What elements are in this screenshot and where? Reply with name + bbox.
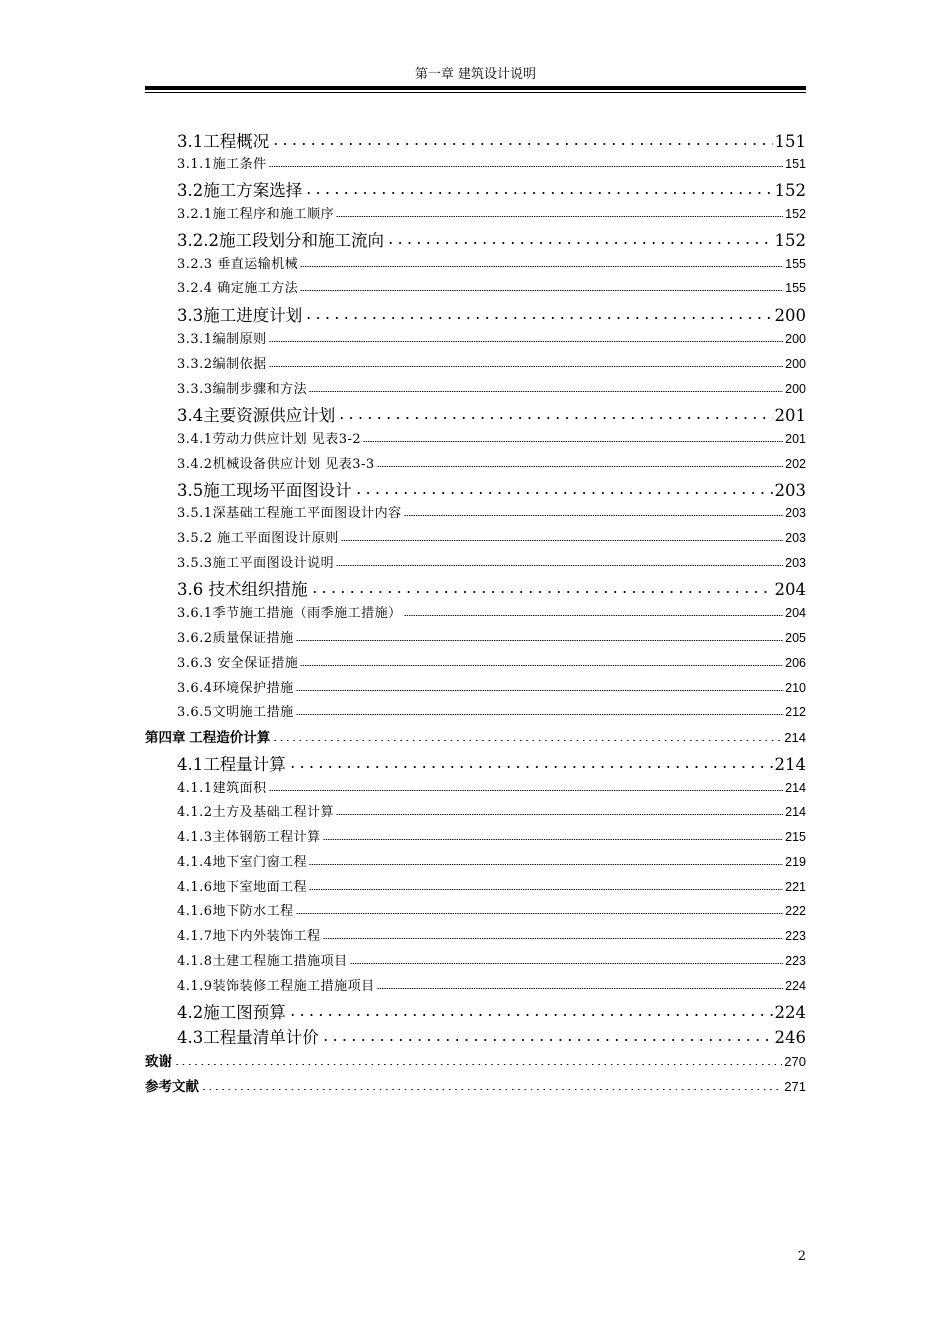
toc-entry-page: 224 (774, 1003, 806, 1022)
toc-entry[interactable] (177, 925, 806, 944)
toc-entry-title: 3.6 技术组织措施 (177, 580, 308, 599)
toc-dot-leader (269, 782, 784, 792)
toc-entry-title: 3.2.2施工段划分和施工流向 (177, 231, 384, 250)
toc-entry[interactable] (177, 751, 806, 773)
toc-dot-leader (404, 607, 784, 617)
toc-dot-leader (323, 930, 784, 940)
toc-dot-leader (271, 133, 772, 147)
toc-entry-title: 3.6.5文明施工措施 (177, 705, 294, 720)
toc-entry[interactable] (177, 1024, 806, 1046)
toc-entry-page: 222 (785, 904, 806, 918)
toc-entry-page: 152 (774, 181, 806, 200)
toc-entry-page: 203 (774, 481, 806, 500)
toc-entry-title: 3.5.1深基础工程施工平面图设计内容 (177, 506, 402, 521)
toc-entry-title: 4.1.6地下室地面工程 (177, 880, 308, 895)
toc-dot-leader (309, 383, 783, 393)
toc-entry-page: 201 (785, 432, 806, 446)
toc-entry-page: 200 (785, 357, 806, 371)
toc-entry-title: 3.5.3施工平面图设计说明 (177, 556, 335, 571)
toc-dot-leader (174, 1056, 782, 1066)
toc-entry-title: 3.6.3 安全保证措施 (177, 656, 299, 671)
toc-dot-leader (300, 657, 783, 667)
toc-entry-title: 4.1.7地下内外装饰工程 (177, 929, 321, 944)
toc-entry[interactable] (177, 602, 806, 621)
toc-entry[interactable] (145, 726, 806, 746)
toc-entry[interactable] (177, 999, 806, 1021)
toc-dot-leader (336, 557, 783, 567)
toc-entry-title: 致谢 (145, 1054, 172, 1069)
toc-entry[interactable] (177, 527, 806, 546)
toc-entry-title: 3.5施工现场平面图设计 (177, 481, 352, 500)
toc-entry[interactable] (177, 477, 806, 499)
toc-entry[interactable] (177, 900, 806, 919)
toc-entry-page: 200 (785, 382, 806, 396)
toc-entry-title: 4.1.2土方及基础工程计算 (177, 805, 335, 820)
toc-entry[interactable] (177, 701, 806, 720)
toc-entry-title: 第四章 工程造价计算 (145, 730, 271, 745)
toc-entry[interactable] (145, 1050, 806, 1070)
toc-entry-page: 205 (785, 631, 806, 645)
toc-entry-title: 4.1.6地下防水工程 (177, 904, 294, 919)
toc-dot-leader (269, 358, 784, 368)
toc-entry-title: 参考文献 (145, 1079, 199, 1094)
toc-entry[interactable] (177, 177, 806, 199)
toc-entry-page: 206 (785, 656, 806, 670)
toc-entry[interactable] (177, 153, 806, 172)
toc-entry-page: 200 (774, 306, 806, 325)
toc-entry-page: 152 (785, 207, 806, 221)
toc-dot-leader (300, 258, 783, 268)
toc-entry-title: 3.2.3 垂直运输机械 (177, 257, 299, 272)
toc-dot-leader (300, 282, 783, 292)
toc-dot-leader (296, 682, 784, 692)
toc-entry[interactable] (177, 402, 806, 424)
toc-entry-page: 201 (774, 406, 806, 425)
toc-dot-leader (304, 307, 772, 321)
toc-entry[interactable] (177, 826, 806, 845)
toc-entry[interactable] (177, 277, 806, 296)
toc-dot-leader (304, 182, 772, 196)
toc-entry-page: 224 (785, 979, 806, 993)
toc-dot-leader (377, 458, 783, 468)
toc-entry-page: 202 (785, 457, 806, 471)
toc-entry[interactable] (177, 801, 806, 820)
toc-dot-leader (309, 881, 783, 891)
toc-entry-title: 3.4主要资源供应计划 (177, 406, 336, 425)
toc-dot-leader (350, 955, 784, 965)
toc-entry[interactable] (177, 677, 806, 696)
toc-entry-page: 221 (785, 880, 806, 894)
toc-entry-title: 4.2施工图预算 (177, 1003, 286, 1022)
toc-entry-title: 3.2.4 确定施工方法 (177, 281, 299, 296)
toc-entry[interactable] (177, 777, 806, 796)
toc-entry[interactable] (177, 328, 806, 347)
toc-dot-leader (310, 581, 773, 595)
toc-dot-leader (341, 532, 783, 542)
toc-entry-page: 246 (774, 1028, 806, 1047)
toc-entry[interactable] (177, 502, 806, 521)
toc-entry-page: 152 (774, 231, 806, 250)
toc-entry-page: 203 (785, 531, 806, 545)
toc-dot-leader (337, 407, 772, 421)
toc-dot-leader (296, 706, 784, 716)
toc-entry-page: 151 (785, 157, 806, 171)
toc-entry-page: 200 (785, 332, 806, 346)
toc-entry[interactable] (177, 302, 806, 324)
toc-entry-title: 3.6.4环境保护措施 (177, 681, 294, 696)
toc-entry-page: 215 (785, 830, 806, 844)
toc-entry-title: 3.3施工进度计划 (177, 306, 303, 325)
toc-entry-title: 3.4.2机械设备供应计划 见表3-3 (177, 457, 375, 472)
toc-entry-page: 204 (785, 606, 806, 620)
toc-entry-title: 4.1工程量计算 (177, 755, 286, 774)
toc-entry[interactable] (177, 203, 806, 222)
toc-dot-leader (336, 208, 783, 218)
toc-entry[interactable] (177, 576, 806, 598)
toc-entry[interactable] (177, 876, 806, 895)
toc-entry-title: 4.1.4地下室门窗工程 (177, 855, 308, 870)
toc-entry-page: 223 (785, 929, 806, 943)
toc-entry[interactable] (177, 128, 806, 150)
toc-entry-page: 151 (774, 132, 806, 151)
toc-entry-title: 4.1.1建筑面积 (177, 781, 267, 796)
toc-entry[interactable] (177, 253, 806, 272)
running-header: 第一章 建筑设计说明 (414, 67, 537, 82)
toc-entry-title: 3.3.1编制原则 (177, 332, 267, 347)
toc-entry[interactable] (177, 227, 806, 249)
toc-dot-leader (386, 232, 773, 246)
toc-entry-title: 3.2施工方案选择 (177, 181, 303, 200)
toc-entry-title: 4.1.3主体钢筋工程计算 (177, 830, 321, 845)
toc-entry-title: 3.4.1劳动力供应计划 见表3-2 (177, 432, 362, 447)
toc-entry-page: 214 (785, 781, 806, 795)
toc-dot-leader (309, 856, 783, 866)
toc-entry-title: 3.6.1季节施工措施（雨季施工措施） (177, 606, 402, 621)
toc-dot-leader (354, 482, 773, 496)
toc-dot-leader (363, 433, 783, 443)
toc-entry-title: 4.3工程量清单计价 (177, 1028, 319, 1047)
toc-dot-leader (404, 507, 784, 517)
toc-dot-leader (288, 756, 773, 770)
toc-entry-page: 214 (785, 805, 806, 819)
toc-entry-page: 155 (785, 281, 806, 295)
header-rule-thick (145, 86, 806, 90)
toc-dot-leader (269, 158, 784, 168)
toc-entry-title: 3.1工程概况 (177, 132, 270, 151)
toc-entry-title: 4.1.9装饰装修工程施工措施项目 (177, 979, 375, 994)
page-number: 2 (797, 1249, 806, 1264)
toc-entry[interactable] (177, 975, 806, 994)
toc-entry-title: 3.3.2编制依据 (177, 357, 267, 372)
toc-entry-page: 212 (785, 705, 806, 719)
toc-entry-page: 214 (774, 755, 806, 774)
toc-entry-title: 3.2.1施工程序和施工顺序 (177, 207, 335, 222)
toc-entry-title: 3.1.1施工条件 (177, 157, 267, 172)
toc-entry-title: 4.1.8土建工程施工措施项目 (177, 954, 348, 969)
toc-entry-title: 3.3.3编制步骤和方法 (177, 382, 308, 397)
toc-entry-page: 219 (785, 855, 806, 869)
toc-entry[interactable] (177, 627, 806, 646)
toc-dot-leader (272, 732, 782, 742)
toc-dot-leader (296, 632, 784, 642)
toc-entry-page: 204 (774, 580, 806, 599)
toc-dot-leader (269, 333, 784, 343)
toc-dot-leader (296, 905, 784, 915)
toc-dot-leader (336, 806, 783, 816)
toc-entry[interactable] (177, 428, 806, 447)
toc-entry-page: 203 (785, 556, 806, 570)
toc-dot-leader (377, 980, 784, 990)
toc-entry-page: 214 (784, 730, 806, 745)
toc-entry[interactable] (177, 851, 806, 870)
toc-dot-leader (201, 1081, 782, 1091)
toc-entry[interactable] (177, 378, 806, 397)
toc-entry-title: 3.5.2 施工平面图设计原则 (177, 531, 339, 546)
toc-entry-page: 223 (785, 954, 806, 968)
toc-entry[interactable] (177, 950, 806, 969)
toc-dot-leader (321, 1029, 773, 1043)
header-rule-thin (145, 92, 806, 93)
toc-entry[interactable] (177, 453, 806, 472)
toc-dot-leader (288, 1004, 773, 1018)
toc-entry-page: 203 (785, 506, 806, 520)
toc-entry-page: 210 (785, 681, 806, 695)
toc-entry-page: 271 (784, 1079, 806, 1094)
toc-entry-title: 3.6.2质量保证措施 (177, 631, 294, 646)
toc-entry[interactable] (177, 652, 806, 671)
toc-entry[interactable] (177, 353, 806, 372)
toc-dot-leader (323, 831, 784, 841)
toc-entry[interactable] (145, 1075, 806, 1095)
toc-entry-page: 270 (784, 1054, 806, 1069)
toc-entry[interactable] (177, 552, 806, 571)
toc-entry-page: 155 (785, 257, 806, 271)
